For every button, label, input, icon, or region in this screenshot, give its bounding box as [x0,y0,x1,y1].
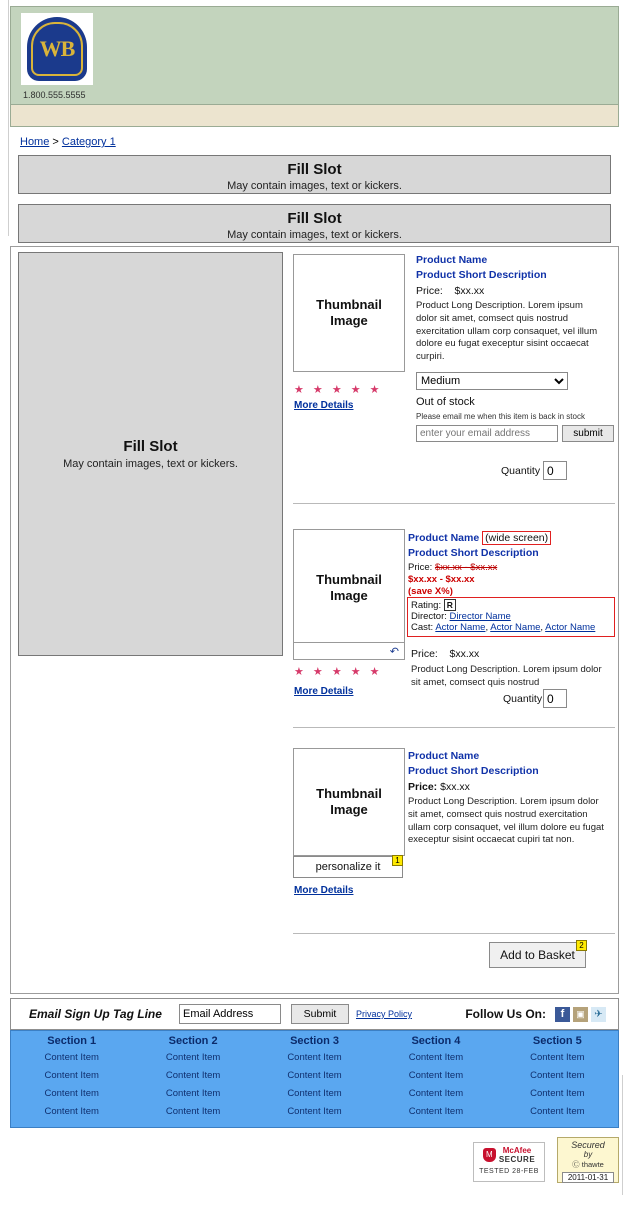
product-2-format-price-label: Price: [411,648,438,660]
product-2-quantity-label: Quantity [503,693,543,705]
product-3-name: Product Name [408,750,480,762]
product-3-personalize-button[interactable]: personalize it [293,856,403,878]
footer-item[interactable]: Content Item [287,1106,342,1117]
product-2-cast-link-2[interactable]: Actor Name [490,622,541,633]
thumbnail-line-2: Image [330,588,368,603]
header-subbar [10,105,619,127]
site-header [10,6,619,105]
breadcrumb-separator: > [52,136,59,148]
product-2-quantity-input[interactable] [543,689,567,708]
footer-item[interactable]: Content Item [165,1088,221,1099]
footer-column-title: Section 4 [411,1035,461,1047]
logo-text: WB [31,22,83,76]
product-1-stock-status: Out of stock [416,396,475,408]
product-3-thumbnail[interactable] [293,748,405,856]
footer-item[interactable]: Content Item [44,1052,99,1063]
fill-slot-subtitle: May contain images, text or kickers. [227,229,402,241]
thumbnail-line-1: Thumbnail [316,571,382,587]
footer-item[interactable]: Content Item [165,1106,221,1117]
product-2-cast-link-3[interactable]: Actor Name [545,622,596,633]
footer-item[interactable]: Content Item [44,1088,99,1099]
footer-column-2 [132,1031,253,1127]
product-divider-1 [293,503,615,504]
product-2-price-now: $xx.xx - $xx.xx [408,574,475,585]
mcafee-line-2: SECURE [498,1155,536,1164]
product-2-more-details-link[interactable]: More Details [294,686,354,697]
product-3-short-description: Product Short Description [408,765,539,777]
product-1-rating-stars: ★ ★ ★ ★ ★ [294,384,383,396]
footer-item[interactable]: Content Item [287,1088,342,1099]
product-1-short-description: Product Short Description [416,269,547,281]
footer-item[interactable]: Content Item [408,1088,464,1099]
product-2-name-suffix: (wide screen) [482,531,551,545]
product-1-submit-button[interactable]: submit [562,425,614,442]
product-2-cast-label: Cast: [411,622,434,633]
fill-slot-title: Fill Slot [123,438,178,455]
product-1-thumbnail[interactable] [293,254,405,372]
product-2-format-price-value: $xx.xx [449,648,480,660]
product-2-metadata-box [407,597,615,637]
product-2-director-link[interactable]: Director Name [449,611,511,622]
footer-item[interactable]: Content Item [408,1106,464,1117]
footer-item[interactable]: Content Item [287,1070,342,1081]
product-3-long-description: Product Long Description. Lorem ipsum dolor sit amet, comsect quis nostrud exercitation ullam corp consaquet, vel illum dolore eu fugat execeptur sisint occaecat cupiri tat non. [408,796,604,846]
product-2-director-row [411,611,611,622]
product-1-long-description: Product Long Description. Lorem ipsum dolor sit amet, comsect quis nostrud exercitation ullam corp consaquet, vel illum dolore eu fugat execeptur sisint occaecat curpiri. [416,300,598,363]
product-2-rating-row [411,600,611,611]
breadcrumb-home[interactable]: Home [20,136,50,148]
email-signup-submit-button[interactable]: Submit [291,1004,349,1024]
product-2-price-label: Price: [408,562,433,573]
footer-item[interactable]: Content Item [408,1052,464,1063]
footer-column-title: Section 5 [532,1035,582,1047]
fill-slot-title: Fill Slot [287,210,342,227]
thawte-line-1: Secured [571,1140,605,1150]
footer-item[interactable]: Content Item [44,1106,99,1117]
thawte-secured-badge[interactable] [557,1137,619,1183]
footer-item[interactable]: Content Item [165,1052,221,1063]
thawte-line-2: by [583,1150,593,1159]
product-2-thumbnail[interactable] [293,529,405,647]
footer-item[interactable]: Content Item [530,1052,585,1063]
product-divider-2 [293,727,615,728]
footer-column-1 [11,1031,132,1127]
mcafee-line-1: McAfee [502,1146,532,1155]
product-2-director-label: Director: [411,611,447,622]
product-1-notify-text: Please email me when this item is back in stock [416,412,585,421]
thawte-date: 2011-01-31 [562,1172,614,1183]
footer-item[interactable]: Content Item [530,1070,585,1081]
footer-sections [10,1030,619,1128]
footer-item[interactable]: Content Item [287,1052,342,1063]
product-divider-3 [293,933,615,934]
product-1-more-details-link[interactable]: More Details [294,400,354,411]
fill-slot-subtitle: May contain images, text or kickers. [227,180,402,192]
product-1-size-select[interactable] [416,372,568,390]
footer-column-5 [497,1031,618,1127]
fill-slot-banner-1 [18,155,611,194]
fill-slot-sidebar [18,252,283,656]
mcafee-tested-date: TESTED 28-FEB [479,1168,539,1175]
product-1-email-input[interactable] [416,425,558,442]
product-2-format-icon-box[interactable] [293,642,405,660]
footer-item[interactable]: Content Item [44,1070,99,1081]
product-2-rating-label: Rating: [411,600,442,611]
breadcrumb [20,136,116,148]
footer-column-title: Section 2 [168,1035,218,1047]
facebook-icon[interactable]: f [555,1007,570,1022]
right-edge-decor [622,1075,629,1195]
footer-column-title: Section 1 [47,1035,97,1047]
privacy-policy-link[interactable]: Privacy Policy [356,1009,413,1019]
product-2-rating-value: R [444,599,456,611]
footer-item[interactable]: Content Item [165,1070,221,1081]
add-to-basket-button[interactable]: Add to Basket [489,942,586,968]
product-2-long-description: Product Long Description. Lorem ipsum dolor sit amet, comsect quis nostrud [411,664,602,688]
product-1-name: Product Name [416,254,488,266]
product-2-cast-row: Cast: Actor Name, Actor Name, Actor Name [411,622,596,633]
mcafee-shield-icon: M [483,1148,496,1162]
product-1-price [416,285,484,297]
thumbnail-line-1: Thumbnail [316,296,382,312]
footer-column-4 [375,1031,496,1127]
twitter-icon[interactable]: ✈ [591,1007,606,1022]
fill-slot-title: Fill Slot [287,161,342,178]
product-2-cast-link-1[interactable]: Actor Name [435,622,486,633]
mcafee-secure-badge[interactable] [473,1142,545,1182]
product-2-name: Product Name [408,532,480,544]
email-signup-tagline: Email Sign Up Tag Line [29,1007,162,1021]
thawte-brand: thawte [581,1160,604,1169]
fill-slot-subtitle: May contain images, text or kickers. [63,458,238,470]
product-2-price-row [408,562,497,573]
product-2-name-row [408,531,551,545]
product-3-personalize-badge: 1 [392,855,403,866]
product-3-more-details-link[interactable]: More Details [294,885,354,896]
mcafee-badge-row [474,1146,544,1164]
left-edge-decor [0,0,9,236]
product-3-price-value: $xx.xx [440,781,470,793]
footer-item[interactable]: Content Item [530,1088,585,1099]
instagram-icon[interactable]: ▣ [573,1007,588,1022]
bluray-icon: ↶ [389,646,399,658]
add-to-basket-badge: 2 [576,940,587,951]
product-3-price-label: Price: [408,781,438,793]
footer-column-3 [254,1031,375,1127]
thumbnail-line-2: Image [330,802,368,817]
footer-item[interactable]: Content Item [408,1070,464,1081]
thumbnail-line-2: Image [330,313,368,328]
footer-item[interactable]: Content Item [530,1106,585,1117]
thumbnail-line-1: Thumbnail [316,785,382,801]
footer-column-title: Section 3 [290,1035,339,1047]
follow-us-label: Follow Us On: [465,1007,546,1021]
wb-shield-icon [27,17,87,81]
email-signup-input[interactable] [179,1004,281,1024]
product-2-rating-stars: ★ ★ ★ ★ ★ [294,666,383,678]
product-3-price [408,781,470,793]
product-2-format-price [411,648,479,660]
product-1-quantity-input[interactable] [543,461,567,480]
product-1-price-value: $xx.xx [454,285,485,297]
fill-slot-banner-2 [18,204,611,243]
breadcrumb-category[interactable]: Category 1 [61,136,116,148]
product-2-price-was: $xx.xx - $xx.xx [434,562,498,573]
site-logo[interactable] [21,13,93,85]
product-1-quantity-label: Quantity [501,465,541,477]
header-phone: 1.800.555.5555 [23,90,86,100]
email-signup-bar [10,998,619,1030]
product-2-save-text: (save X%) [408,586,453,597]
product-1-price-label: Price: [416,285,443,297]
product-2-short-description: Product Short Description [408,547,539,559]
thawte-line-3: Ⓒ thawte [572,1160,604,1169]
